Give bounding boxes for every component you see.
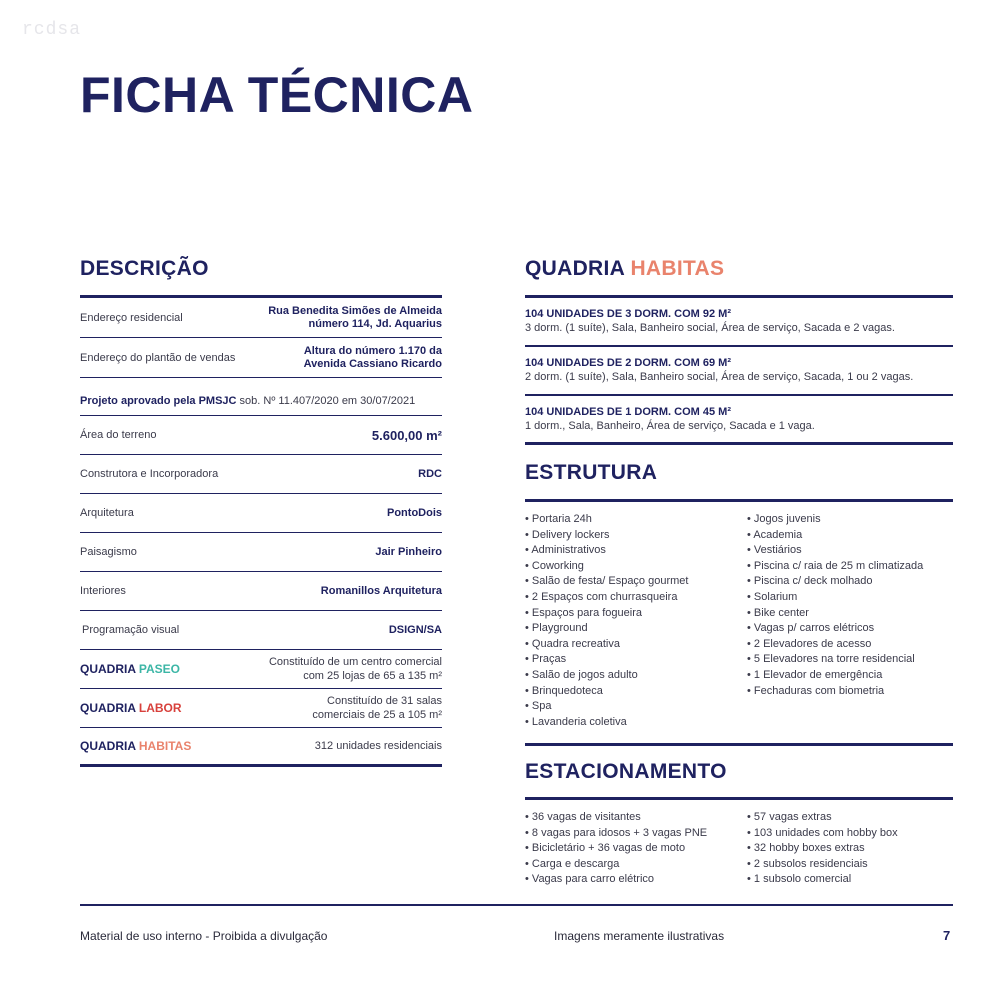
list-item: • Bike center [747,606,923,622]
row-arquitetura [80,494,442,533]
value-line: Constituído de um centro comercial [268,656,442,668]
row-endereco-plantao [80,338,442,378]
row-value: Jair Pinheiro [375,545,442,558]
estrutura-heading: ESTRUTURA [525,461,658,484]
estacionamento-list [525,800,953,888]
quadria-habitas-section [525,257,953,888]
list-item: • 2 subsolos residenciais [747,857,898,873]
row-label: Endereço do plantão de vendas [80,351,236,364]
quadria-word: QUADRIA [80,662,139,676]
list-item: • Fechaduras com biometria [747,684,923,700]
unit-desc: 1 dorm., Sala, Banheiro, Área de serviço, Sacada e 1 vaga. [525,420,815,432]
row-value [268,305,442,331]
row-value: DSIGN/SA [388,623,442,636]
descricao-heading: DESCRIÇÃO [80,257,209,280]
footer-disclaimer: Material de uso interno - Proibida a divulgação [80,929,328,943]
quadria-habitas-label [80,739,191,753]
row-projeto-aprovado [80,378,442,416]
footer-images-note: Imagens meramente ilustrativas [554,929,725,943]
row-paisagismo [80,533,442,572]
row-quadria-habitas [80,728,442,767]
unit-title: 104 UNIDADES DE 2 DORM. COM 69 M² [525,357,731,369]
row-label: Interiores [80,585,126,597]
unit-title: 104 UNIDADES DE 1 DORM. COM 45 M² [525,406,731,418]
list-item: • 103 unidades com hobby box [747,826,898,842]
list-item: • Piscina c/ deck molhado [747,574,923,590]
value-line: número 114, Jd. Aquarius [308,317,442,330]
row-value [312,694,442,722]
quadria-labor-label [80,701,182,715]
row-endereco-residencial [80,298,442,338]
quadria-habitas-heading [525,257,953,281]
list-item: • 2 Espaços com churrasqueira [525,590,747,606]
list-item: • Jogos juvenis [747,512,923,528]
list-item: • Spa [525,699,747,715]
row-label: Construtora e Incorporadora [80,468,219,480]
quadria-word: QUADRIA [80,739,139,753]
value-line: Constituído de 31 salas [327,695,442,707]
value-line: com 25 lojas de 65 a 135 m² [303,670,442,682]
unit-block-2-dorm [525,347,953,396]
list-item: • Lavanderia coletiva [525,715,747,731]
descricao-section [80,257,442,767]
list-item: • Carga e descarga [525,857,747,873]
list-item: • 2 Elevadores de acesso [747,637,923,653]
list-item: • Delivery lockers [525,528,747,544]
list-item: • Solarium [747,590,923,606]
quadria-word: QUADRIA [80,701,139,715]
list-item: • Vestiários [747,543,923,559]
list-item: • Quadra recreativa [525,637,747,653]
row-label: Paisagismo [80,546,137,558]
list-item: • Academia [747,528,923,544]
paseo-word: PASEO [138,662,181,676]
list-item: • 1 subsolo comercial [747,872,898,888]
unit-desc: 2 dorm. (1 suíte), Sala, Banheiro social, Área de serviço, Sacada, 1 ou 2 vagas. [525,371,914,383]
estrutura-list [525,502,953,743]
value-line: Rua Benedita Simões de Almeida [268,304,442,317]
list-item: • Bicicletário + 36 vagas de moto [525,841,747,857]
labor-word: LABOR [138,701,182,715]
row-value: Romanillos Arquitetura [320,584,442,597]
list-item: • Brinquedoteca [525,684,747,700]
row-programacao-visual [80,611,442,650]
row-area [80,416,442,455]
list-item: • 5 Elevadores na torre residencial [747,652,923,668]
row-label: Endereço residencial [80,311,183,324]
list-item: • Administrativos [525,543,747,559]
list-item: • Espaços para fogueira [525,606,747,622]
list-item: • 36 vagas de visitantes [525,810,747,826]
value-line: Altura do número 1.170 da [303,344,442,357]
row-interiores [80,572,442,611]
estrutura-col-2 [747,512,923,743]
row-value: 5.600,00 m² [371,427,442,443]
quadria-word: QUADRIA [525,257,631,280]
list-item: • Portaria 24h [525,512,747,528]
value-line: comerciais de 25 a 105 m² [312,709,442,721]
list-item: • 32 hobby boxes extras [747,841,898,857]
estrutura-col-1 [525,512,747,743]
page-number: 7 [943,928,951,943]
list-item: • Salão de jogos adulto [525,668,747,684]
row-label: Programação visual [82,624,180,636]
footer-rule [80,904,953,906]
estacionamento-heading: ESTACIONAMENTO [525,760,727,783]
row-label: Área do terreno [80,429,157,441]
row-value: PontoDois [387,506,442,519]
list-item: • Vagas para carro elétrico [525,872,747,888]
row-construtora [80,455,442,494]
list-item: • 57 vagas extras [747,810,898,826]
row-quadria-paseo [80,650,442,689]
list-item: • Piscina c/ raia de 25 m climatizada [747,559,923,575]
list-item: • Praças [525,652,747,668]
habitas-word: HABITAS [138,739,192,753]
habitas-word: HABITAS [630,257,725,280]
estrutura-bottom-rule [525,743,953,746]
unit-desc: 3 dorm. (1 suíte), Sala, Banheiro social, Área de serviço, Sacada e 2 vagas. [525,322,895,334]
row-label: Arquitetura [80,507,134,519]
list-item: • Coworking [525,559,747,575]
projeto-text: sob. Nº 11.407/2020 em 30/07/2021 [236,395,416,407]
quadria-paseo-label [80,662,180,676]
estacionamento-col-1 [525,810,747,888]
list-item: • Vagas p/ carros elétricos [747,621,923,637]
list-item: • 1 Elevador de emergência [747,668,923,684]
list-item: • 8 vagas para idosos + 3 vagas PNE [525,826,747,842]
page-title: FICHA TÉCNICA [80,67,474,123]
row-value [304,345,442,371]
row-value: RDC [418,467,442,480]
row-value [269,655,442,683]
projeto-strong: Projeto aprovado pela PMSJC [80,395,237,407]
unit-block-1-dorm [525,396,953,445]
row-value: 312 unidades residenciais [314,740,442,752]
row-quadria-labor [80,689,442,728]
list-item: • Playground [525,621,747,637]
estacionamento-col-2 [747,810,898,888]
list-item: • Salão de festa/ Espaço gourmet [525,574,747,590]
unit-block-3-dorm [525,298,953,347]
unit-title: 104 UNIDADES DE 3 DORM. COM 92 M² [525,308,731,320]
brand-logo: rcdsa [22,20,82,40]
value-line: Avenida Cassiano Ricardo [303,357,442,370]
